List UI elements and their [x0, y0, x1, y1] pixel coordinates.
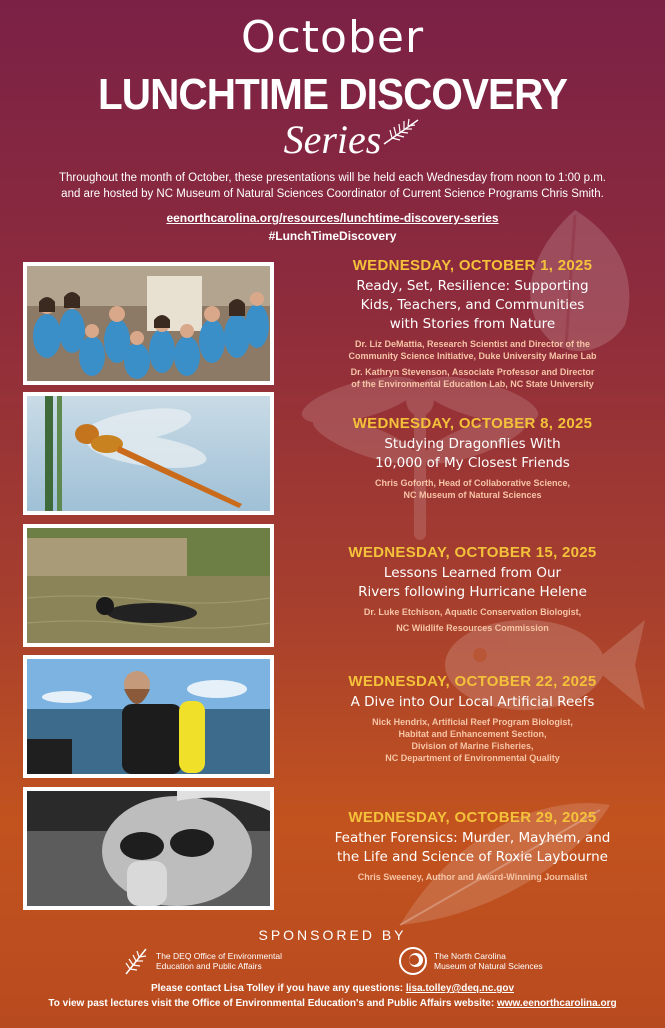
deq-logo-line: The DEQ Office of Environmental	[156, 951, 282, 961]
event-1-title	[300, 277, 645, 334]
event-4-speaker-line: NC Department of Environmental Quality	[385, 753, 560, 763]
event-3-title-line: Lessons Learned from Our	[383, 565, 562, 581]
sponsored-by-heading: SPONSORED BY	[258, 927, 407, 943]
museum-logo-line: The North Carolina	[434, 951, 506, 961]
event-4-title	[300, 693, 645, 712]
event-2-date: WEDNESDAY, OCTOBER 8, 2025	[352, 415, 593, 432]
museum-logo-icon	[398, 946, 428, 976]
event-1-title-line: with Stories from Nature	[389, 316, 556, 332]
deq-logo	[122, 946, 282, 976]
event-1-title-line: Kids, Teachers, and Communities	[360, 297, 585, 313]
event-2	[300, 415, 645, 501]
event-5-date: WEDNESDAY, OCTOBER 29, 2025	[348, 809, 597, 826]
event-4-title-line: A Dive into Our Local Artificial Reefs	[350, 694, 595, 710]
event-1	[300, 257, 645, 390]
contact-prefix: Please contact Lisa Tolley if you have any questions:	[150, 983, 406, 994]
month-title: October	[240, 12, 425, 63]
event-5	[300, 809, 645, 883]
event-1-speaker-line: Dr. Liz DeMattia, Research Scientist and Director of the	[354, 339, 591, 349]
event-1-speaker-line: Community Science Initiative, Duke University Marine Lab	[348, 351, 597, 361]
series-link[interactable]: eenorthcarolina.org/resources/lunchtime-discovery-series	[166, 211, 499, 225]
intro-line-2: and are hosted by NC Museum of Natural Sciences Coordinator of Current Science Programs Chris Smith.	[61, 188, 604, 200]
event-5-title-line: the Life and Science of Roxie Laybourne	[337, 849, 608, 865]
event-3-photo	[23, 524, 274, 647]
event-4-speaker-line: Nick Hendrix, Artificial Reef Program Biologist,	[372, 717, 573, 727]
past-lectures-prefix: To view past lectures visit the Office of Environmental Education's and Public Affairs website:	[48, 998, 497, 1009]
contact-email-link[interactable]: lisa.tolley@deq.nc.gov	[405, 983, 515, 994]
hashtag: #LunchTimeDiscovery	[268, 229, 397, 243]
event-2-title-line: Studying Dragonflies With	[384, 436, 561, 452]
event-4-date: WEDNESDAY, OCTOBER 22, 2025	[348, 673, 597, 690]
fern-icon	[382, 116, 422, 146]
event-4-speaker-line: Division of Marine Fisheries,	[411, 741, 534, 751]
event-2-title	[300, 435, 645, 473]
event-2-speaker-line: NC Museum of Natural Sciences	[403, 490, 542, 500]
event-1-date: WEDNESDAY, OCTOBER 1, 2025	[352, 257, 593, 274]
event-5-photo	[23, 787, 274, 910]
event-2-photo	[23, 392, 274, 515]
event-1-speakers	[300, 338, 645, 390]
event-3-title-line: Rivers following Hurricane Helene	[358, 584, 587, 600]
event-1-title-line: Ready, Set, Resilience: Supporting	[356, 278, 589, 294]
series-main-title: LUNCHTIME DISCOVERY	[97, 70, 568, 119]
past-lectures-line	[0, 996, 665, 1011]
event-5-title	[300, 829, 645, 867]
event-2-speakers	[300, 477, 645, 501]
museum-logo	[398, 946, 543, 976]
event-4-speakers	[300, 716, 645, 764]
intro-text	[30, 170, 635, 202]
event-4	[300, 673, 645, 764]
website-link[interactable]: www.eenorthcarolina.org	[496, 998, 617, 1009]
event-3-speakers	[300, 606, 645, 634]
event-3	[300, 544, 645, 634]
event-2-speaker-line: Chris Goforth, Head of Collaborative Science,	[374, 478, 571, 488]
intro-line-1: Throughout the month of October, these presentations will be held each Wednesday from noon to 1:00 p.m.	[58, 172, 606, 184]
deq-logo-text	[156, 951, 282, 971]
event-3-speaker-line: NC Wildlife Resources Commission	[396, 623, 549, 633]
museum-logo-text	[434, 951, 543, 971]
event-3-date: WEDNESDAY, OCTOBER 15, 2025	[348, 544, 597, 561]
deq-logo-line: Education and Public Affairs	[156, 961, 262, 971]
event-3-title	[300, 564, 645, 602]
event-1-photo	[23, 262, 274, 385]
event-5-speakers	[300, 871, 645, 883]
contact-line	[0, 981, 665, 996]
event-5-title-line: Feather Forensics: Murder, Mayhem, and	[334, 830, 611, 846]
event-5-speaker-line: Chris Sweeney, Author and Award-Winning Journalist	[357, 872, 588, 882]
series-script-title: Series	[283, 117, 382, 162]
event-1-speaker-line: Dr. Kathryn Stevenson, Associate Professor and Director	[350, 367, 595, 377]
museum-logo-line: Museum of Natural Sciences	[434, 961, 543, 971]
event-4-photo	[23, 655, 274, 778]
footer-contact	[0, 981, 665, 1011]
event-1-speaker-line: of the Environmental Education Lab, NC State University	[351, 379, 594, 389]
event-3-speaker-line: Dr. Luke Etchison, Aquatic Conservation Biologist,	[363, 607, 582, 617]
fern-logo-icon	[122, 946, 150, 976]
event-4-speaker-line: Habitat and Enhancement Section,	[398, 729, 547, 739]
event-2-title-line: 10,000 of My Closest Friends	[375, 455, 570, 471]
